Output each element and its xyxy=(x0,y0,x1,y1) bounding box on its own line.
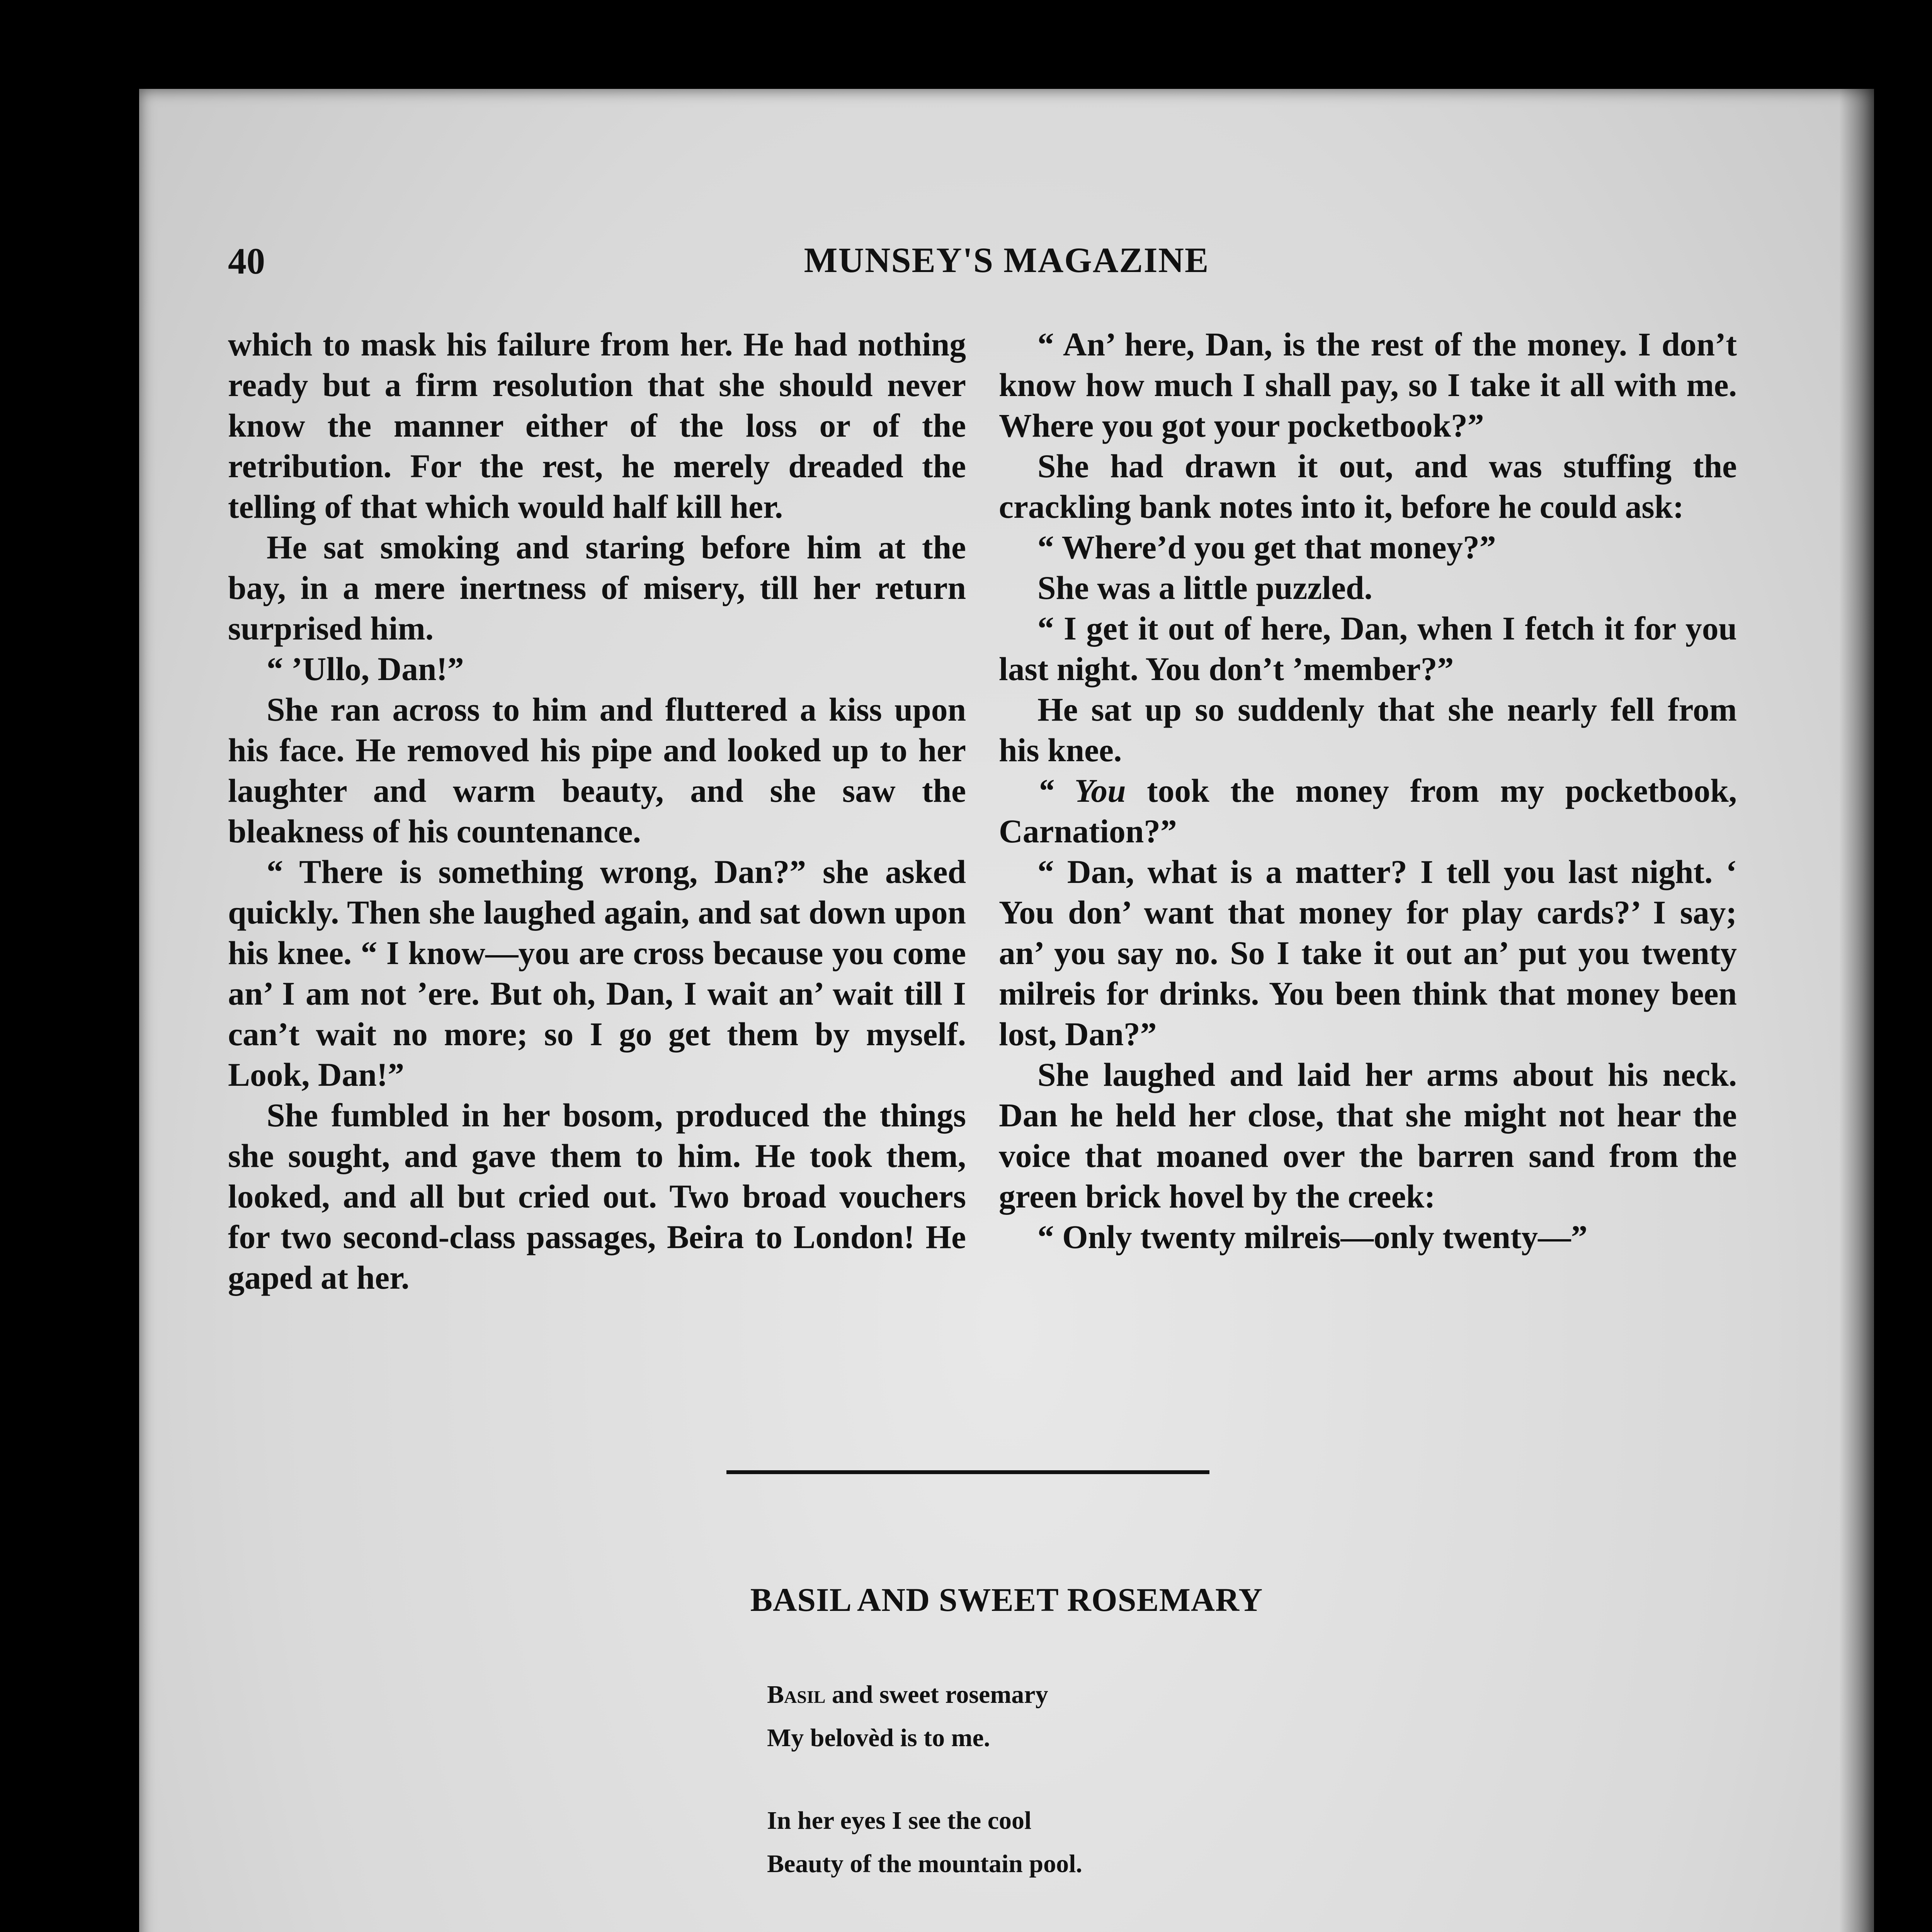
paragraph: He sat smoking and staring before him at the bay, in a mere inertness of misery, till her return surprised him. xyxy=(228,529,966,647)
paragraph: She fumbled in her bosom, produced the things she sought, and gave them to him. He took them, looked, and all but cried out. Two broad vouchers for two second-class passages, Beira to London! He gaped at her. xyxy=(228,1097,966,1296)
poem-stanza xyxy=(767,1925,1540,1932)
running-title: MUNSEY'S MAGAZINE xyxy=(804,240,1209,280)
poem-title: BASIL AND SWEET ROSEMARY xyxy=(750,1581,1263,1618)
page-number: 40 xyxy=(228,240,265,282)
left-text-column xyxy=(228,325,966,1298)
poem-stanza xyxy=(767,1799,1540,1886)
paragraph-text: took the money from my pocketbook, Carnation?” xyxy=(999,773,1737,850)
poem-stanza xyxy=(767,1673,1540,1760)
paragraph: She had drawn it out, and was stuffing the crackling bank notes into it, before he could ask: xyxy=(999,448,1737,525)
page-edge-shadow xyxy=(1839,89,1874,1932)
poem-line xyxy=(767,1925,1540,1932)
paragraph: “ ’Ullo, Dan!” xyxy=(267,651,464,687)
paragraph: “ Only twenty milreis—only twenty—” xyxy=(1037,1219,1588,1255)
paragraph: He sat up so suddenly that she nearly fell from his knee. xyxy=(999,692,1737,769)
paragraph: She was a little puzzled. xyxy=(1037,570,1372,606)
section-divider xyxy=(726,1470,1209,1474)
poem-line-text: and sweet rosemary xyxy=(832,1680,1048,1709)
right-text-column xyxy=(999,325,1737,1258)
poem-first-word: Basil xyxy=(767,1680,826,1709)
magazine-page xyxy=(139,89,1874,1932)
poem-line: Beauty of the mountain pool. xyxy=(767,1850,1082,1878)
paragraph: which to mask his failure from her. He had nothing ready but a firm resolution that she should never know the manner either of the loss or of the retribution. For the rest, he merely dreaded the telling of that which would half kill her. xyxy=(228,327,966,525)
poem-line: In her eyes I see the cool xyxy=(767,1806,1032,1835)
paragraph: “ An’ here, Dan, is the rest of the money. I don’t know how much I shall pay, so I take it all with me. Where you got your pocketbook?” xyxy=(999,327,1737,444)
paragraph: “ There is something wrong, Dan?” she asked quickly. Then she laughed again, and sat down upon his knee. “ I know—you are cross because you come an’ I am not ’ere. But oh, Dan, I wait an’ wait till I can’t wait no more; so I go get them by myself. Look, Dan!” xyxy=(228,854,966,1093)
paragraph: “ Dan, what is a matter? I tell you last night. ‘ You don’ want that money for play cards?’ I say; an’ you say no. So I take it out an’ put you twenty milreis for drinks. You been think that money been lost, Dan?” xyxy=(999,854,1737,1053)
paragraph xyxy=(999,771,1737,852)
paragraph: “ Where’d you get that money?” xyxy=(1037,529,1496,566)
paragraph: She ran across to him and fluttered a kiss upon his face. He removed his pipe and looked up to her laughter and warm beauty, and she saw the bleakness of his countenance. xyxy=(228,692,966,850)
poem xyxy=(767,1673,1540,1932)
poem-line: My belovèd is to me. xyxy=(767,1724,990,1752)
poem-line xyxy=(767,1673,1540,1716)
paragraph: She laughed and laid her arms about his neck. Dan he held her close, that she might not hear the voice that moaned over the barren sand from the green brick hovel by the creek: xyxy=(999,1057,1737,1215)
italic-you: “ You xyxy=(1037,773,1126,809)
paragraph: “ I get it out of here, Dan, when I fetch it for you last night. You don’t ’member?” xyxy=(999,611,1737,687)
